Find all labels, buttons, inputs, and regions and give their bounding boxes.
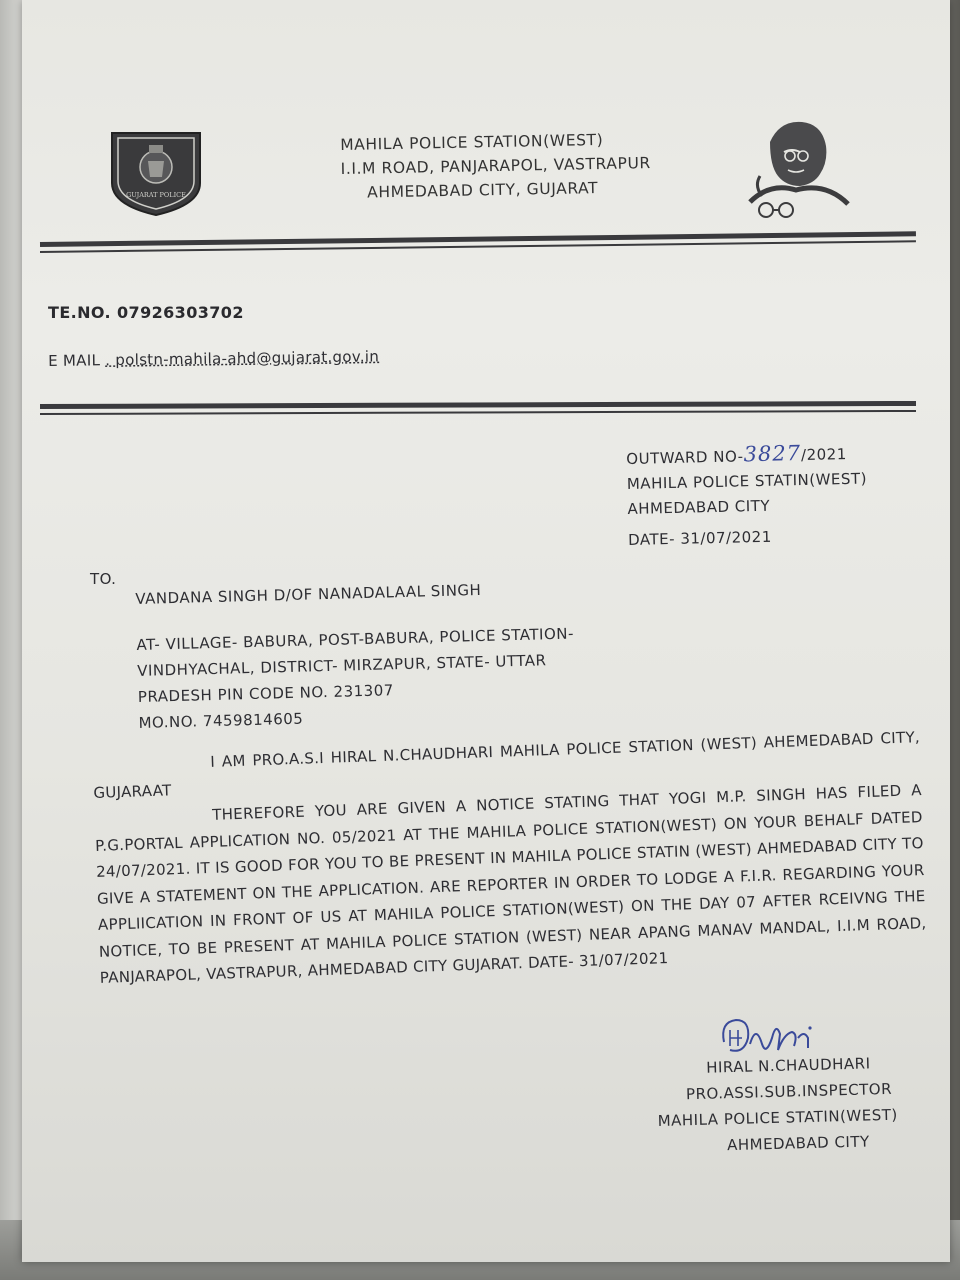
email-label: E MAIL	[48, 351, 101, 370]
signatory-block	[656, 1050, 899, 1160]
signatory-station: MAHILA POLICE STATIN(WEST)	[657, 1105, 898, 1130]
police-emblem-logo	[104, 125, 208, 217]
body-paragraph-1: I AM PRO.A.S.I HIRAL N.CHAUDHARI MAHILA POLICE STATION (WEST) AHEMEDABAD CITY, GUJARAAT	[93, 728, 921, 802]
recipient-address-line-1: AT- VILLAGE- BABURA, POST-BABURA, POLICE STATION-	[136, 624, 575, 654]
reference-station: MAHILA POLICE STATIN(WEST)	[626, 469, 868, 493]
signatory-city: AHMEDABAD CITY	[726, 1132, 870, 1155]
gandhi-portrait-logo	[730, 112, 860, 222]
telephone-number: TE.NO. 07926303702	[48, 303, 244, 322]
to-label: TO.	[90, 570, 117, 588]
recipient-address-line-3: PRADESH PIN CODE NO. 231307	[137, 681, 395, 706]
body-paragraph-2: THEREFORE YOU ARE GIVEN A NOTICE STATING THAT YOGI M.P. SINGH HAS FILED A P.G.PORTAL APPLICATION NO. 05/2021 AT THE MAHILA POLICE STATION(WEST) ON YOUR BEHALF DATED 24/07/2021. IT IS GOOD FOR YOU TO BE PRESENT IN MAHILA POLICE STATIN (WEST) AHMEDABAD CITY TO GIVE A STATEMENT ON THE APPLICATION. ARE REPORTER IN ORDER TO LODGE A F.I.R. REGARDING YOUR APPLIICATION IN FRONT OF US AT MAHILA POLICE STATION(WEST) ON THE DAY 07 AFTER RCEIVNG THE NOTICE, TO BE PRESENT AT MAHILA POLICE STATION (WEST) NEAR APANG MANAV MANDAL, I.I.M ROAD, PANJARAPOL, VASTRAPUR, AHMEDABAD CITY GUJARAT. DATE- 31/07/2021	[94, 781, 927, 987]
recipient-name: VANDANA SINGH D/OF NANADALAAL SINGH	[135, 580, 482, 608]
signatory-designation: PRO.ASSI.SUB.INSPECTOR	[685, 1079, 893, 1104]
outward-number-handwritten: 3827	[743, 441, 802, 467]
letterhead-city: AHMEDABAD CITY, GUJARAT	[366, 179, 599, 202]
reference-date: DATE- 31/07/2021	[627, 527, 772, 549]
recipient-mobile: MO.NO. 7459814605	[138, 709, 304, 732]
reference-city: AHMEDABAD CITY	[627, 496, 771, 518]
outward-prefix: OUTWARD NO-	[626, 447, 744, 468]
recipient-address-line-2: VINDHYACHAL, DISTRICT- MIRZAPUR, STATE- UTTAR	[136, 651, 547, 680]
outward-suffix: /2021	[800, 444, 847, 465]
letterhead	[340, 127, 651, 205]
reference-block	[626, 440, 868, 553]
notice-body	[92, 724, 928, 991]
emblem-text: GUJARAT POLICE	[126, 191, 186, 199]
letterhead-station: MAHILA POLICE STATION(WEST)	[340, 130, 604, 154]
recipient-block	[135, 575, 576, 736]
letterhead-road: I.I.M ROAD, PANJARAPOL, VASTRAPUR	[340, 154, 651, 178]
email-address: . polstn-mahila-ahd@gujarat.gov.in	[105, 347, 380, 370]
signatory-name: HIRAL N.CHAUDHARI	[705, 1054, 871, 1077]
